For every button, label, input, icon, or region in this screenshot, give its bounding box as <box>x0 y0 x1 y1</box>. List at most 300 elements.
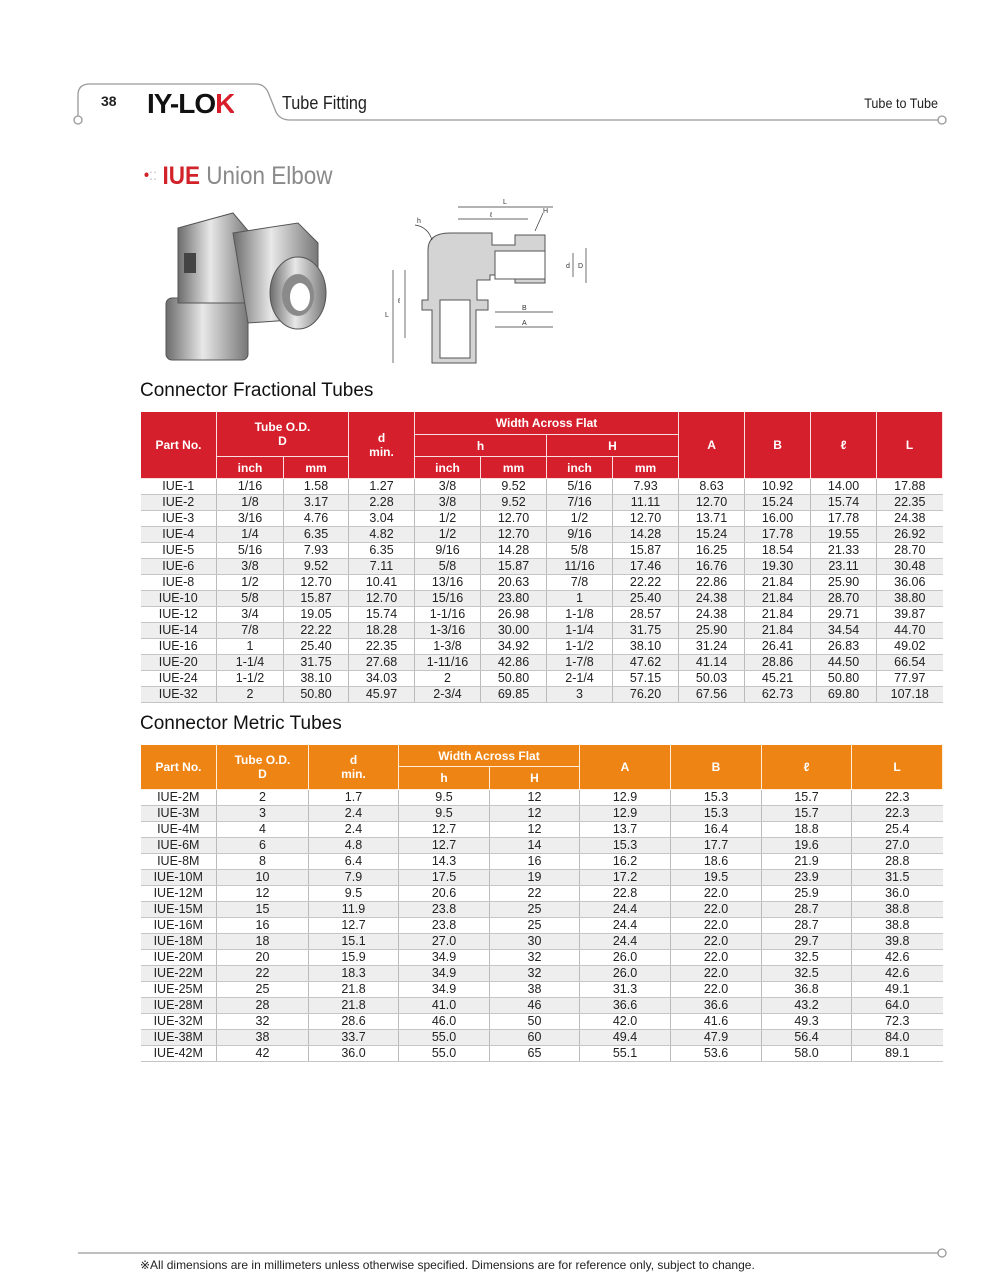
part-number-cell: IUE-10 <box>141 591 217 607</box>
table-cell: 76.20 <box>613 687 679 703</box>
table-cell: 12.9 <box>580 790 671 806</box>
table-cell: 22.8 <box>580 886 671 902</box>
table-cell: 1-1/4 <box>547 623 613 639</box>
table-cell: 22.0 <box>671 918 762 934</box>
table-cell: 7/16 <box>547 495 613 511</box>
brand-logo: IY-LOK <box>147 88 235 119</box>
part-number-cell: IUE-14 <box>141 623 217 639</box>
table-cell: 38 <box>217 1030 309 1046</box>
table-cell: 34.9 <box>399 950 490 966</box>
table-row <box>141 870 943 886</box>
label-l-top: ℓ <box>490 212 493 219</box>
col-L: L <box>877 412 943 479</box>
table-cell: 15.24 <box>745 495 811 511</box>
col-l: ℓ <box>811 412 877 479</box>
table-cell: 2.4 <box>309 822 399 838</box>
table-cell: 1-3/8 <box>415 639 481 655</box>
col-width-across-flat: Width Across Flat <box>399 745 580 767</box>
table-cell: 15.87 <box>613 543 679 559</box>
part-number-cell: IUE-5 <box>141 543 217 559</box>
table-cell: 18.28 <box>349 623 415 639</box>
table-row <box>141 671 943 687</box>
part-number-cell: IUE-10M <box>141 870 217 886</box>
part-number-cell: IUE-2M <box>141 790 217 806</box>
table-cell: 23.9 <box>762 870 852 886</box>
table-cell: 1-1/2 <box>547 639 613 655</box>
table-cell: 19 <box>490 870 580 886</box>
table-cell: 14.3 <box>399 854 490 870</box>
table-cell: 1.27 <box>349 479 415 495</box>
col-d-min: d min. <box>349 412 415 479</box>
table-cell: 31.5 <box>852 870 943 886</box>
table-cell: 5/16 <box>547 479 613 495</box>
table-cell: 2.4 <box>309 806 399 822</box>
table-cell: 28.70 <box>877 543 943 559</box>
table-cell: 60 <box>490 1030 580 1046</box>
table-cell: 12.70 <box>481 511 547 527</box>
table-cell: 17.46 <box>613 559 679 575</box>
part-number-cell: IUE-8M <box>141 854 217 870</box>
table-cell: 24.38 <box>679 607 745 623</box>
table-cell: 15.3 <box>580 838 671 854</box>
part-number-cell: IUE-18M <box>141 934 217 950</box>
table-cell: 2 <box>415 671 481 687</box>
table-cell: 20.63 <box>481 575 547 591</box>
table-cell: 28.7 <box>762 902 852 918</box>
table-cell: 12.7 <box>309 918 399 934</box>
table-cell: 1-3/16 <box>415 623 481 639</box>
table-cell: 2.28 <box>349 495 415 511</box>
col-L: L <box>852 745 943 790</box>
table-cell: 15.9 <box>309 950 399 966</box>
table-cell: 50.80 <box>811 671 877 687</box>
bullet-dots-icon: •:: <box>144 167 158 184</box>
table-cell: 27.68 <box>349 655 415 671</box>
table-row <box>141 639 943 655</box>
part-number-cell: IUE-3 <box>141 511 217 527</box>
col-width-across-flat: Width Across Flat <box>415 412 679 435</box>
table-cell: 5/8 <box>415 559 481 575</box>
table-cell: 38 <box>490 982 580 998</box>
table-row <box>141 479 943 495</box>
table-cell: 107.18 <box>877 687 943 703</box>
table-cell: 25 <box>490 902 580 918</box>
table-cell: 15.7 <box>762 806 852 822</box>
table-cell: 3 <box>217 806 309 822</box>
product-name: Union Elbow <box>206 162 333 190</box>
table-cell: 22.86 <box>679 575 745 591</box>
table-row <box>141 559 943 575</box>
category-label: Tube to Tube <box>864 95 938 111</box>
table-cell: 22.0 <box>671 982 762 998</box>
table-cell: 3/8 <box>217 559 284 575</box>
table-cell: 1 <box>217 639 284 655</box>
metric-table <box>140 744 943 1062</box>
table-cell: 27.0 <box>399 934 490 950</box>
table-cell: 25.40 <box>284 639 349 655</box>
table-cell: 5/8 <box>547 543 613 559</box>
col-h-mm: mm <box>481 457 547 479</box>
table-cell: 9.5 <box>399 806 490 822</box>
table-cell: 15.1 <box>309 934 399 950</box>
table-cell: 7/8 <box>547 575 613 591</box>
col-H: H <box>547 435 679 457</box>
table-cell: 19.6 <box>762 838 852 854</box>
table-cell: 24.4 <box>580 934 671 950</box>
part-number-cell: IUE-16M <box>141 918 217 934</box>
table-cell: 12 <box>490 790 580 806</box>
table-cell: 12.70 <box>349 591 415 607</box>
table-cell: 3/16 <box>217 511 284 527</box>
part-number-cell: IUE-12 <box>141 607 217 623</box>
table-cell: 12.7 <box>399 822 490 838</box>
table-cell: 38.8 <box>852 918 943 934</box>
table-cell: 14.28 <box>481 543 547 559</box>
table-cell: 69.85 <box>481 687 547 703</box>
table-cell: 41.0 <box>399 998 490 1014</box>
table-cell: 15.87 <box>481 559 547 575</box>
label-D: D <box>578 263 584 270</box>
table-cell: 9.52 <box>481 479 547 495</box>
table-cell: 6.35 <box>349 543 415 559</box>
table-cell: 1-1/2 <box>217 671 284 687</box>
table-cell: 7.93 <box>613 479 679 495</box>
table-cell: 22.0 <box>671 934 762 950</box>
table-cell: 21.84 <box>745 575 811 591</box>
table-row <box>141 1030 943 1046</box>
table-row <box>141 790 943 806</box>
table-cell: 47.9 <box>671 1030 762 1046</box>
col-l: ℓ <box>762 745 852 790</box>
table-cell: 62.73 <box>745 687 811 703</box>
table-cell: 16 <box>217 918 309 934</box>
col-H-inch: inch <box>547 457 613 479</box>
table-cell: 12.70 <box>679 495 745 511</box>
table-cell: 7/8 <box>217 623 284 639</box>
table-cell: 22.0 <box>671 886 762 902</box>
table-cell: 34.54 <box>811 623 877 639</box>
table-cell: 3/8 <box>415 495 481 511</box>
col-part-no: Part No. <box>141 745 217 790</box>
table-cell: 9.52 <box>284 559 349 575</box>
table-cell: 28.70 <box>811 591 877 607</box>
fractional-heading: Connector Fractional Tubes <box>140 380 374 401</box>
table-cell: 28.86 <box>745 655 811 671</box>
col-A: A <box>580 745 671 790</box>
table-cell: 9/16 <box>415 543 481 559</box>
part-number-cell: IUE-8 <box>141 575 217 591</box>
table-cell: 16 <box>490 854 580 870</box>
table-cell: 12.70 <box>481 527 547 543</box>
table-cell: 6 <box>217 838 309 854</box>
table-cell: 45.97 <box>349 687 415 703</box>
table-cell: 65 <box>490 1046 580 1062</box>
table-cell: 12.70 <box>284 575 349 591</box>
table-cell: 3 <box>547 687 613 703</box>
table-cell: 21.8 <box>309 982 399 998</box>
table-cell: 1-7/8 <box>547 655 613 671</box>
col-part-no: Part No. <box>141 412 217 479</box>
part-number-cell: IUE-28M <box>141 998 217 1014</box>
table-cell: 15.3 <box>671 790 762 806</box>
table-cell: 25.40 <box>613 591 679 607</box>
table-cell: 42 <box>217 1046 309 1062</box>
table-cell: 46.0 <box>399 1014 490 1030</box>
table-cell: 21.9 <box>762 854 852 870</box>
table-cell: 25 <box>217 982 309 998</box>
table-row <box>141 822 943 838</box>
table-cell: 55.0 <box>399 1030 490 1046</box>
table-cell: 22.0 <box>671 966 762 982</box>
table-cell: 69.80 <box>811 687 877 703</box>
table-cell: 19.05 <box>284 607 349 623</box>
label-B: B <box>522 305 527 312</box>
table-cell: 1/8 <box>217 495 284 511</box>
label-L-top: L <box>503 199 507 206</box>
table-cell: 24.4 <box>580 918 671 934</box>
table-cell: 18 <box>217 934 309 950</box>
table-cell: 12.9 <box>580 806 671 822</box>
table-cell: 17.78 <box>811 511 877 527</box>
table-cell: 22.35 <box>877 495 943 511</box>
table-cell: 66.54 <box>877 655 943 671</box>
part-number-cell: IUE-3M <box>141 806 217 822</box>
table-cell: 1/2 <box>217 575 284 591</box>
table-cell: 36.8 <box>762 982 852 998</box>
table-cell: 1/2 <box>415 527 481 543</box>
table-cell: 21.84 <box>745 607 811 623</box>
table-row <box>141 902 943 918</box>
table-cell: 12 <box>490 806 580 822</box>
table-cell: 25.9 <box>762 886 852 902</box>
table-cell: 22.0 <box>671 950 762 966</box>
part-number-cell: IUE-24 <box>141 671 217 687</box>
part-number-cell: IUE-20 <box>141 655 217 671</box>
metric-heading: Connector Metric Tubes <box>140 713 342 734</box>
table-cell: 28.7 <box>762 918 852 934</box>
table-cell: 31.75 <box>284 655 349 671</box>
table-cell: 9.5 <box>309 886 399 902</box>
table-cell: 49.1 <box>852 982 943 998</box>
table-row <box>141 527 943 543</box>
table-row <box>141 575 943 591</box>
table-cell: 28.57 <box>613 607 679 623</box>
table-cell: 18.3 <box>309 966 399 982</box>
section-title: Tube Fitting <box>282 93 367 113</box>
table-cell: 4 <box>217 822 309 838</box>
table-cell: 39.87 <box>877 607 943 623</box>
label-H: H <box>543 208 549 215</box>
table-cell: 15.74 <box>811 495 877 511</box>
table-cell: 34.92 <box>481 639 547 655</box>
table-cell: 3.17 <box>284 495 349 511</box>
table-cell: 2-3/4 <box>415 687 481 703</box>
table-cell: 17.88 <box>877 479 943 495</box>
table-cell: 25.90 <box>811 575 877 591</box>
table-cell: 26.41 <box>745 639 811 655</box>
table-cell: 38.10 <box>613 639 679 655</box>
table-cell: 36.6 <box>671 998 762 1014</box>
table-cell: 32.5 <box>762 950 852 966</box>
table-cell: 9.5 <box>399 790 490 806</box>
table-cell: 13.71 <box>679 511 745 527</box>
table-cell: 12.70 <box>613 511 679 527</box>
table-cell: 30 <box>490 934 580 950</box>
table-cell: 26.0 <box>580 966 671 982</box>
table-cell: 13/16 <box>415 575 481 591</box>
table-cell: 57.15 <box>613 671 679 687</box>
label-d: d <box>566 263 570 270</box>
table-cell: 34.9 <box>399 982 490 998</box>
table-cell: 10 <box>217 870 309 886</box>
table-cell: 20 <box>217 950 309 966</box>
table-cell: 38.8 <box>852 902 943 918</box>
table-row <box>141 1014 943 1030</box>
table-cell: 22 <box>490 886 580 902</box>
table-cell: 11.9 <box>309 902 399 918</box>
table-cell: 10.92 <box>745 479 811 495</box>
col-h: h <box>415 435 547 457</box>
table-cell: 1-11/16 <box>415 655 481 671</box>
table-cell: 17.7 <box>671 838 762 854</box>
label-A: A <box>522 320 527 327</box>
col-A: A <box>679 412 745 479</box>
table-cell: 23.11 <box>811 559 877 575</box>
table-cell: 14 <box>490 838 580 854</box>
table-row <box>141 950 943 966</box>
product-title <box>144 162 333 191</box>
table-cell: 17.2 <box>580 870 671 886</box>
table-row <box>141 854 943 870</box>
table-cell: 26.98 <box>481 607 547 623</box>
col-tube-od: Tube O.D. D <box>217 412 349 457</box>
table-cell: 45.21 <box>745 671 811 687</box>
table-cell: 47.62 <box>613 655 679 671</box>
table-cell: 34.03 <box>349 671 415 687</box>
table-cell: 9.52 <box>481 495 547 511</box>
part-number-cell: IUE-16 <box>141 639 217 655</box>
col-h-inch: inch <box>415 457 481 479</box>
table-cell: 6.4 <box>309 854 399 870</box>
table-cell: 15.74 <box>349 607 415 623</box>
table-cell: 1-1/8 <box>547 607 613 623</box>
table-cell: 20.6 <box>399 886 490 902</box>
table-cell: 8 <box>217 854 309 870</box>
table-cell: 55.1 <box>580 1046 671 1062</box>
table-cell: 1/4 <box>217 527 284 543</box>
table-cell: 1.58 <box>284 479 349 495</box>
col-B: B <box>745 412 811 479</box>
col-od-mm: mm <box>284 457 349 479</box>
table-cell: 84.0 <box>852 1030 943 1046</box>
table-cell: 16.76 <box>679 559 745 575</box>
table-cell: 8.63 <box>679 479 745 495</box>
part-number-cell: IUE-38M <box>141 1030 217 1046</box>
table-cell: 28.8 <box>852 854 943 870</box>
table-cell: 10.41 <box>349 575 415 591</box>
table-row <box>141 886 943 902</box>
table-cell: 41.6 <box>671 1014 762 1030</box>
table-cell: 1/2 <box>547 511 613 527</box>
table-cell: 44.70 <box>877 623 943 639</box>
table-cell: 24.4 <box>580 902 671 918</box>
table-cell: 21.84 <box>745 623 811 639</box>
table-cell: 23.8 <box>399 918 490 934</box>
table-cell: 53.6 <box>671 1046 762 1062</box>
table-cell: 17.5 <box>399 870 490 886</box>
table-row <box>141 495 943 511</box>
table-cell: 4.76 <box>284 511 349 527</box>
table-cell: 7.93 <box>284 543 349 559</box>
table-cell: 49.02 <box>877 639 943 655</box>
table-cell: 36.0 <box>309 1046 399 1062</box>
table-cell: 43.2 <box>762 998 852 1014</box>
dimension-drawing <box>380 195 600 370</box>
table-cell: 14.00 <box>811 479 877 495</box>
table-cell: 72.3 <box>852 1014 943 1030</box>
table-cell: 19.55 <box>811 527 877 543</box>
table-cell: 32 <box>490 950 580 966</box>
table-cell: 50.03 <box>679 671 745 687</box>
table-row <box>141 623 943 639</box>
table-cell: 36.06 <box>877 575 943 591</box>
table-cell: 42.6 <box>852 950 943 966</box>
table-cell: 31.24 <box>679 639 745 655</box>
table-cell: 28 <box>217 998 309 1014</box>
label-h: h <box>417 218 421 225</box>
table-cell: 64.0 <box>852 998 943 1014</box>
table-cell: 50 <box>490 1014 580 1030</box>
col-d-min: d min. <box>309 745 399 790</box>
part-number-cell: IUE-32M <box>141 1014 217 1030</box>
page-number: 38 <box>101 93 117 109</box>
part-number-cell: IUE-1 <box>141 479 217 495</box>
part-number-cell: IUE-6M <box>141 838 217 854</box>
table-row <box>141 591 943 607</box>
table-cell: 39.8 <box>852 934 943 950</box>
table-cell: 13.7 <box>580 822 671 838</box>
col-h: h <box>399 767 490 790</box>
col-H: H <box>490 767 580 790</box>
table-cell: 42.6 <box>852 966 943 982</box>
table-cell: 49.4 <box>580 1030 671 1046</box>
table-cell: 15 <box>217 902 309 918</box>
table-cell: 21.84 <box>745 591 811 607</box>
table-cell: 22.22 <box>613 575 679 591</box>
part-number-cell: IUE-15M <box>141 902 217 918</box>
table-cell: 56.4 <box>762 1030 852 1046</box>
table-cell: 1/16 <box>217 479 284 495</box>
table-cell: 22.35 <box>349 639 415 655</box>
table-cell: 49.3 <box>762 1014 852 1030</box>
table-cell: 3.04 <box>349 511 415 527</box>
table-row <box>141 806 943 822</box>
table-cell: 22.0 <box>671 902 762 918</box>
table-cell: 17.78 <box>745 527 811 543</box>
col-tube-od: Tube O.D. D <box>217 745 309 790</box>
part-number-cell: IUE-6 <box>141 559 217 575</box>
table-row <box>141 982 943 998</box>
table-row <box>141 655 943 671</box>
table-cell: 2 <box>217 687 284 703</box>
table-cell: 14.28 <box>613 527 679 543</box>
table-cell: 22.22 <box>284 623 349 639</box>
part-number-cell: IUE-2 <box>141 495 217 511</box>
footnote: ※All dimensions are in millimeters unless otherwise specified. Dimensions are for reference only, subject to change. <box>140 1258 755 1272</box>
table-cell: 26.92 <box>877 527 943 543</box>
table-row <box>141 838 943 854</box>
table-cell: 29.71 <box>811 607 877 623</box>
